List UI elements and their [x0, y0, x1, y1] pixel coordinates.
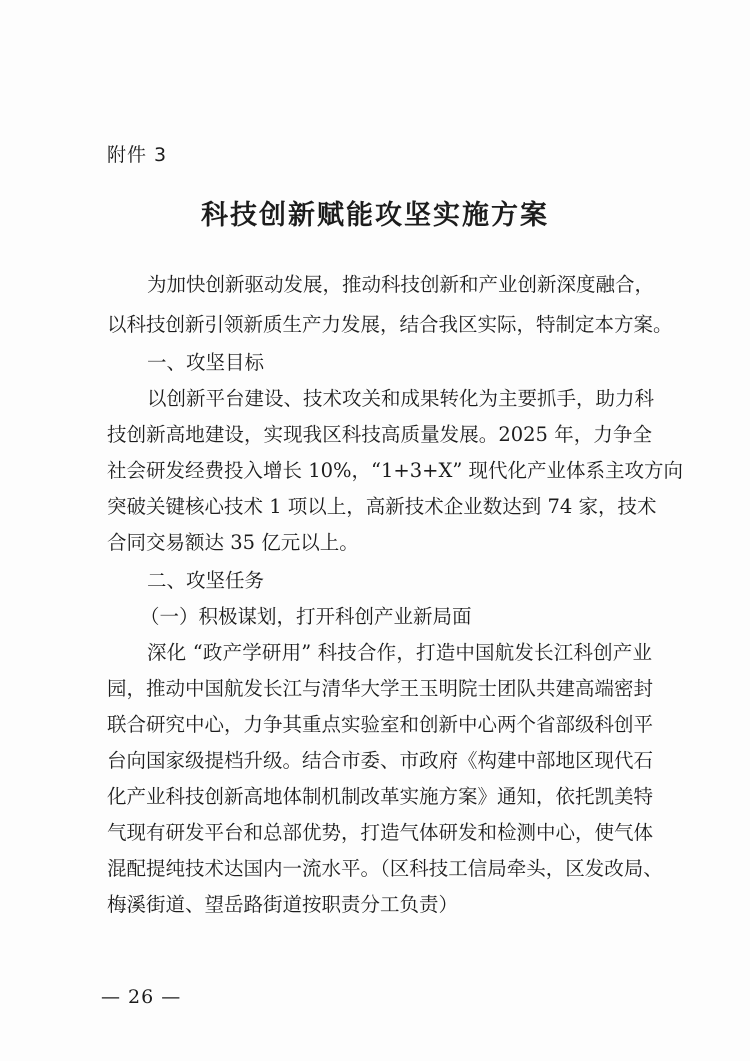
section1-line: 社会研发经费投入增长 10%，“1+3+X” 现代化产业体系主攻方向: [107, 459, 684, 482]
section1-heading: 一、攻坚目标: [147, 351, 265, 374]
section1-line: 以创新平台建设、技术攻关和成果转化为主要抓手，助力科: [147, 387, 655, 410]
section2-line: 联合研究中心，力争其重点实验室和创新中心两个省部级科创平: [107, 713, 654, 736]
page-number: — 26 —: [101, 986, 182, 1008]
intro-line-1: 为加快创新驱动发展，推动科技创新和产业创新深度融合，: [147, 273, 655, 296]
document-title: 科技创新赋能攻坚实施方案: [201, 200, 549, 231]
section1-line: 合同交易额达 35 亿元以上。: [107, 531, 359, 554]
section2-line: 气现有研发平台和总部优势，打造气体研发和检测中心，使气体: [107, 821, 654, 844]
section1-line: 突破关键核心技术 1 项以上，高新技术企业数达到 74 家，技术: [107, 495, 657, 518]
section2-heading: 二、攻坚任务: [147, 569, 265, 592]
intro-line-2: 以科技创新引领新质生产力发展，结合我区实际，特制定本方案。: [107, 313, 673, 336]
section2-line: 化产业科技创新高地体制机制改革实施方案》通知，依托凯美特: [107, 785, 654, 808]
section2-line: 园，推动中国航发长江与清华大学王玉明院士团队共建高端密封: [107, 677, 654, 700]
section2-subheading: （一）积极谋划，打开科创产业新局面: [140, 605, 472, 628]
section2-line: 混配提纯技术达国内一流水平。（区科技工信局牵头，区发改局、: [107, 857, 663, 880]
section2-line: 梅溪街道、望岳路街道按职责分工负责）: [107, 893, 459, 916]
section2-line: 台向国家级提档升级。结合市委、市政府《构建中部地区现代石: [107, 749, 654, 772]
attachment-label: 附件 3: [107, 144, 168, 166]
section2-line: 深化 “政产学研用” 科技合作，打造中国航发长江科创产业: [147, 641, 652, 664]
section1-line: 技创新高地建设，实现我区科技高质量发展。2025 年，力争全: [107, 423, 652, 446]
